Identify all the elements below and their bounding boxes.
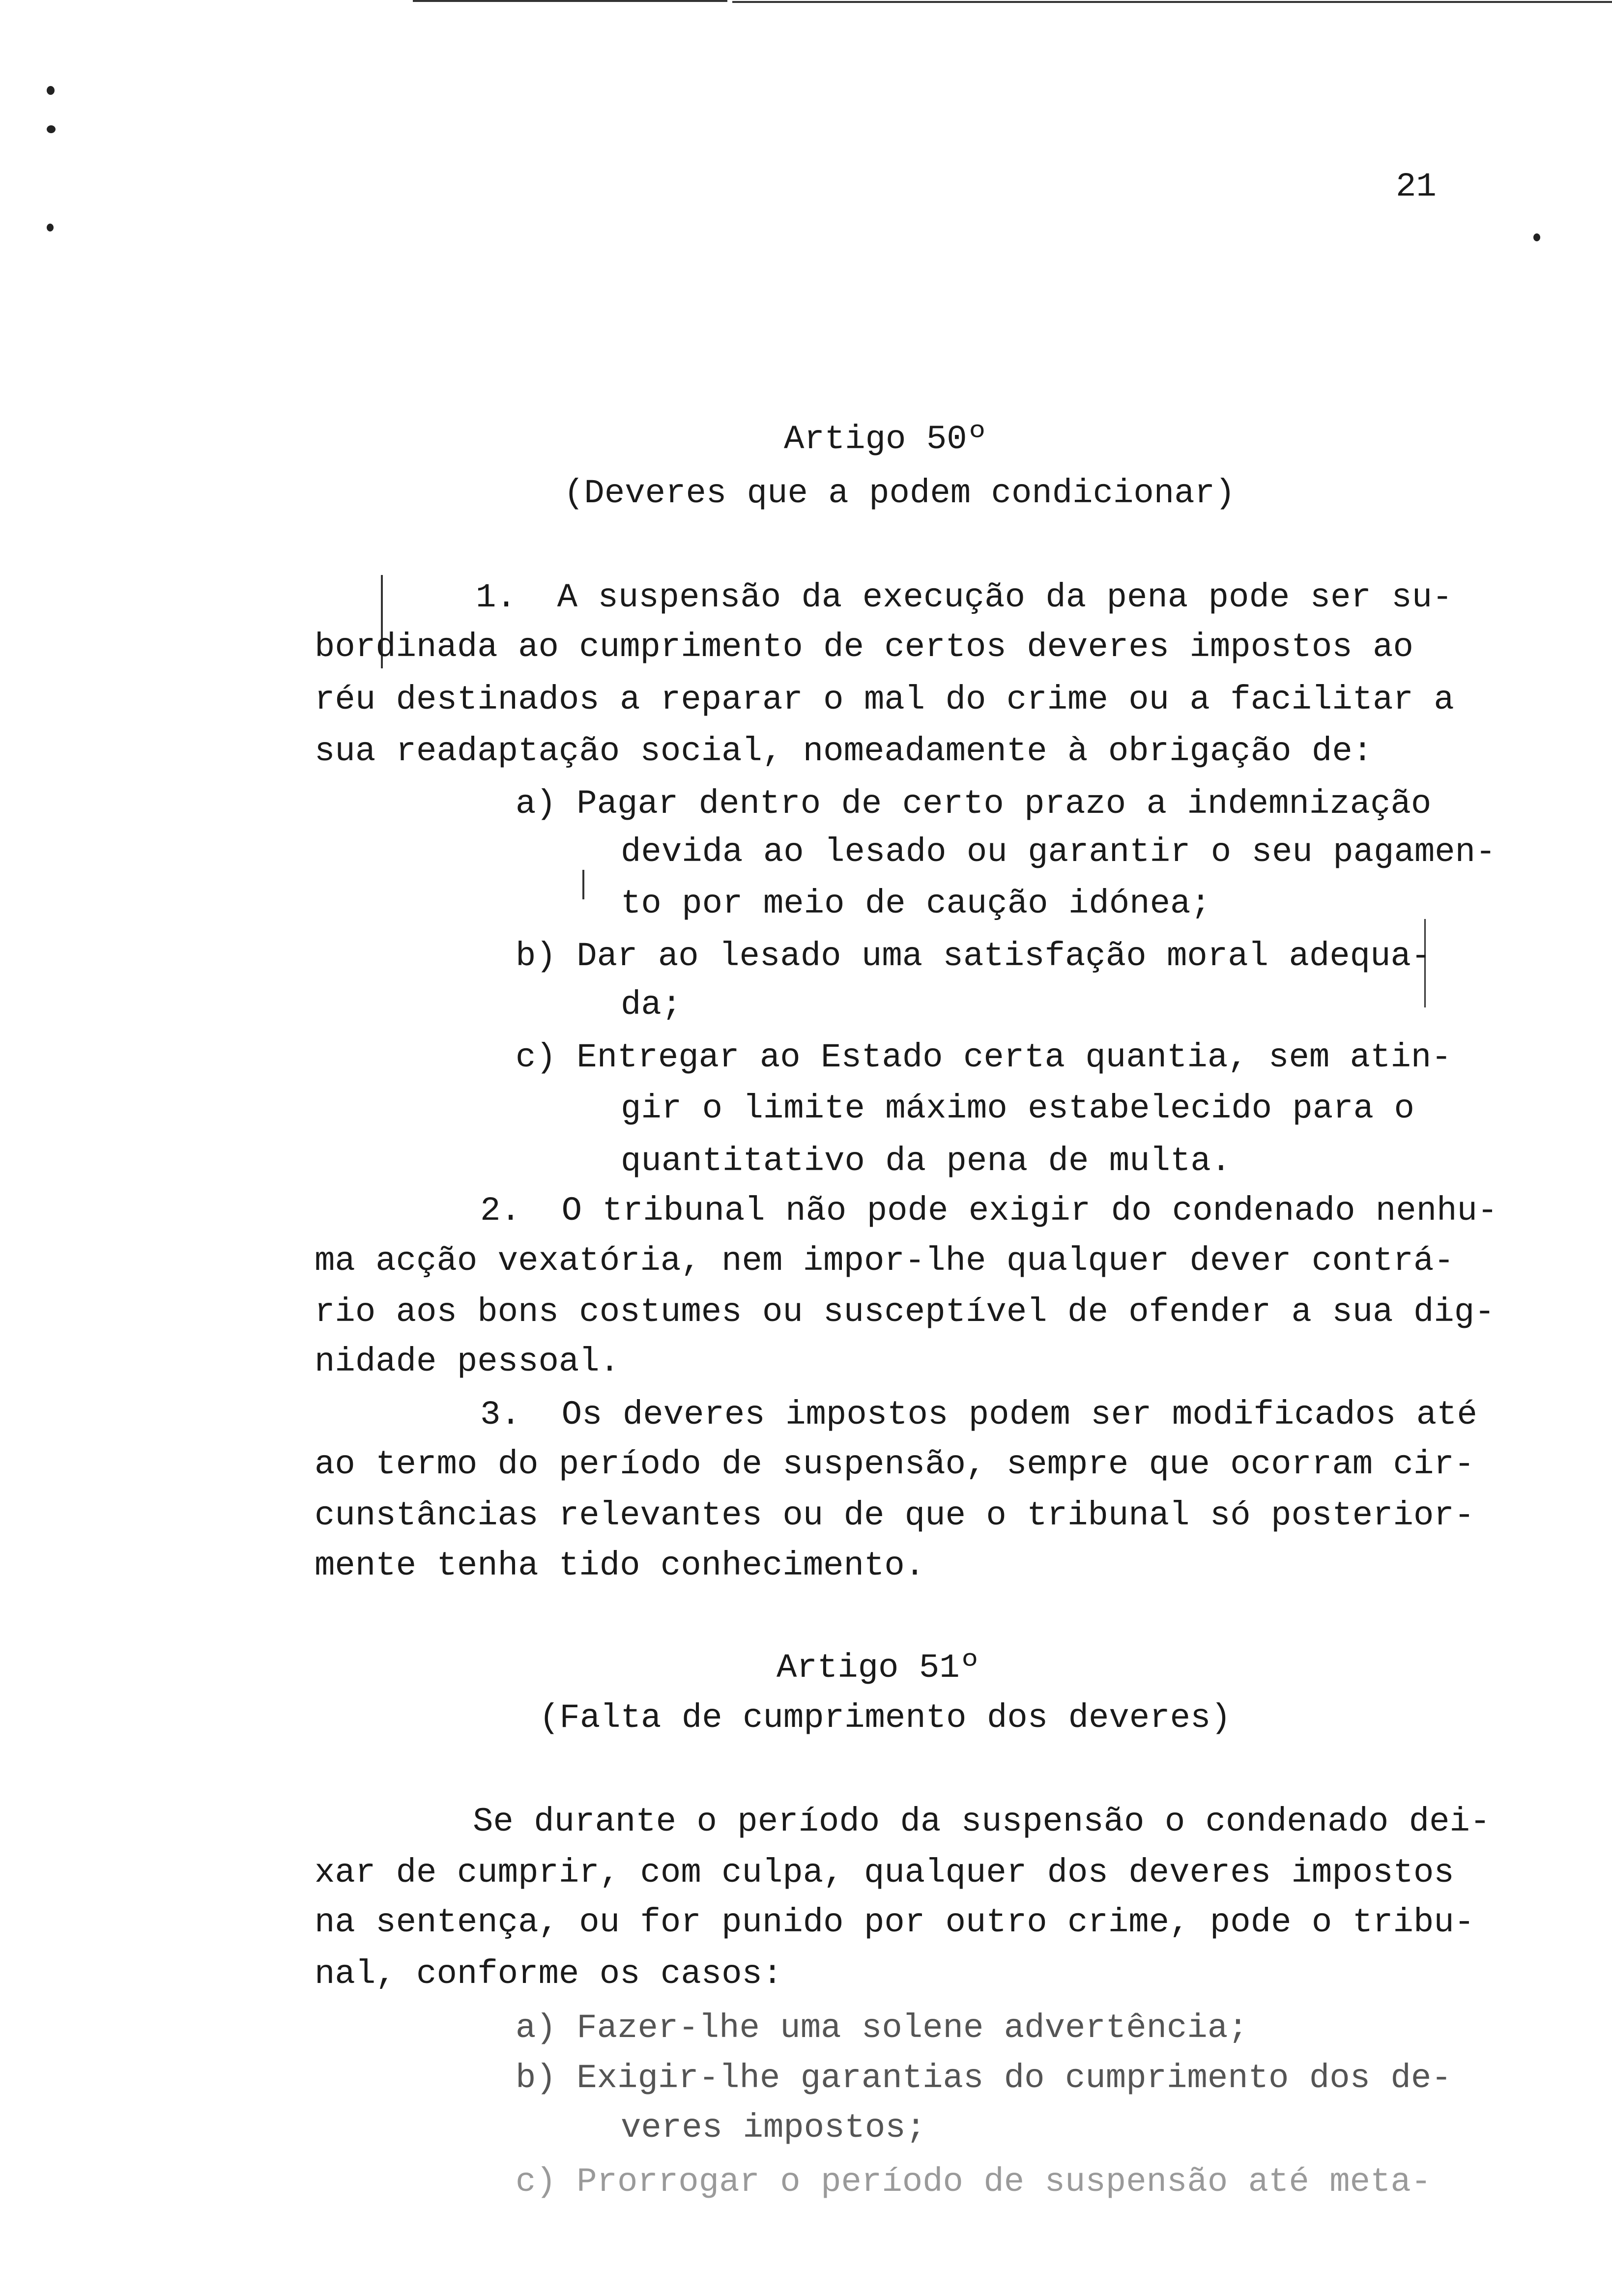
paragraph-line: réu destinados a reparar o mal do crime ou a facilitar a [315,681,1454,719]
scan-speck [47,125,56,133]
paragraph-line: 1. A suspensão da execução da pena pode ser su- [476,578,1453,617]
article-heading: Artigo 51º [777,1649,980,1687]
paragraph-line: nal, conforme os casos: [315,1955,783,1993]
scan-edge-line [732,1,1612,3]
article-subtitle: (Falta de cumprimento dos deveres) [539,1699,1231,1737]
scan-speck [47,224,54,231]
paragraph-line: mente tenha tido conhecimento. [315,1547,925,1585]
list-item-line: quantitativo da pena de multa. [621,1142,1232,1180]
list-item-line: c) Prorrogar o período de suspensão até meta- [516,2163,1432,2201]
list-item-line: devida ao lesado ou garantir o seu pagamen- [621,833,1496,871]
scan-speck [1533,233,1540,241]
page-number: 21 [1396,168,1437,206]
list-item-line: da; [621,986,682,1024]
paragraph-line: na sentença, ou for punido por outro crime, pode o tribu- [315,1903,1475,1942]
article-heading: Artigo 50º [784,420,988,459]
paragraph-line: Se durante o período da suspensão o condenado dei- [473,1803,1491,1841]
paragraph-line: bordinada ao cumprimento de certos deveres impostos ao [315,628,1413,666]
paragraph-line: 3. Os deveres impostos podem ser modificados até [480,1396,1477,1434]
paragraph-line: 2. O tribunal não pode exigir do condenado nenhu- [480,1192,1498,1230]
margin-mark [582,870,584,899]
list-item-line: a) Fazer-lhe uma solene advertência; [516,2009,1248,2047]
list-item-line: veres impostos; [621,2109,926,2147]
list-item-line: to por meio de caução idónea; [621,885,1211,923]
list-item-line: b) Dar ao lesado uma satisfação moral adequa- [516,937,1432,976]
paragraph-line: cunstâncias relevantes ou de que o tribunal só posterior- [315,1496,1475,1535]
paragraph-line: nidade pessoal. [315,1343,620,1381]
list-item-line: c) Entregar ao Estado certa quantia, sem atin- [516,1038,1452,1077]
paragraph-line: xar de cumprir, com culpa, qualquer dos deveres impostos [315,1854,1454,1892]
paragraph-line: rio aos bons costumes ou susceptível de ofender a sua dig- [315,1293,1495,1331]
list-item-line: a) Pagar dentro de certo prazo a indemnização [516,785,1432,823]
paragraph-line: ma acção vexatória, nem impor-lhe qualquer dever contrá- [315,1242,1454,1280]
scan-speck [47,86,55,95]
list-item-line: gir o limite máximo estabelecido para o [621,1090,1414,1128]
list-item-line: b) Exigir-lhe garantias do cumprimento dos de- [516,2059,1452,2097]
scan-edge-line [413,0,727,2]
paragraph-line: ao termo do período de suspensão, sempre que ocorram cir- [315,1445,1475,1484]
paragraph-line: sua readaptação social, nomeadamente à obrigação de: [315,732,1373,771]
article-subtitle: (Deveres que a podem condicionar) [564,474,1236,513]
